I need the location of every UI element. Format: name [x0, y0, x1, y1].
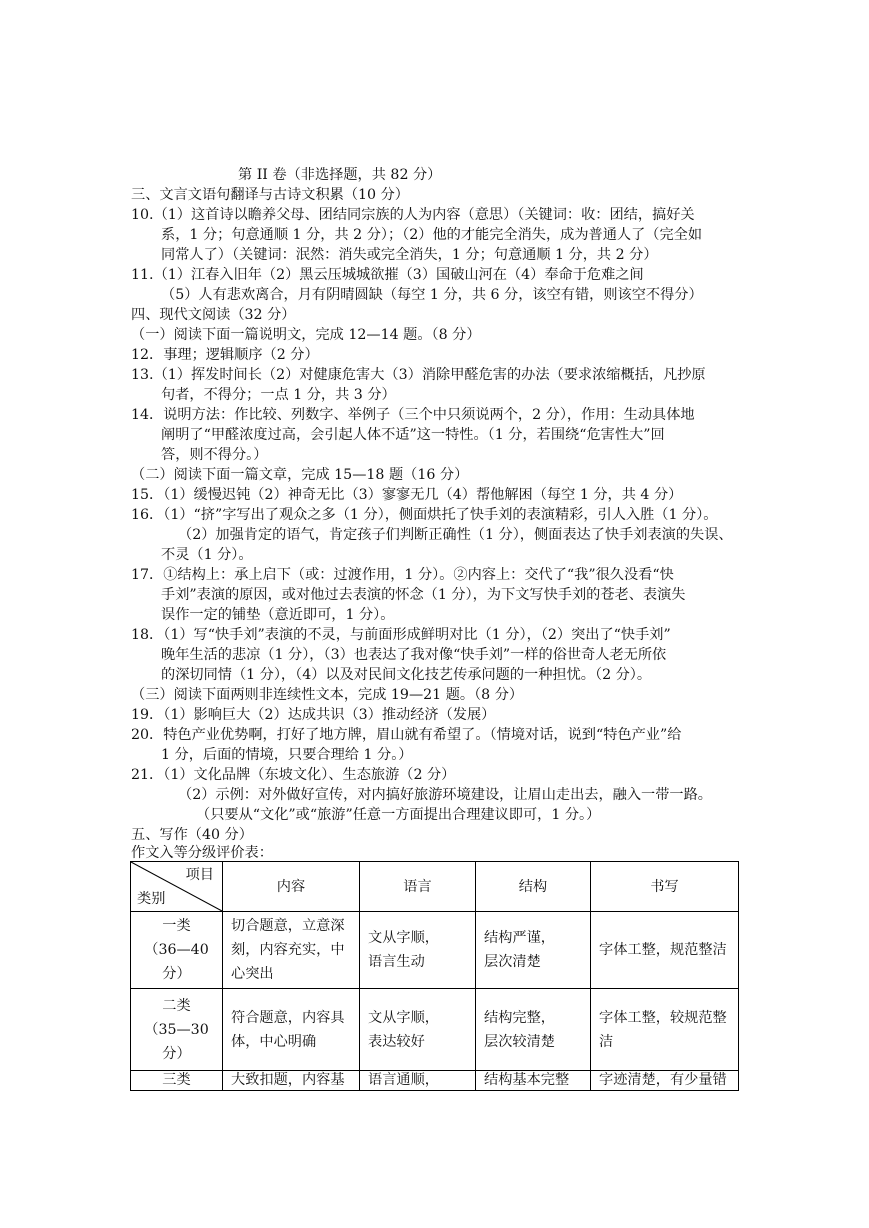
answer-10-line-1: 10.（1）这首诗以瞻养父母、团结同宗族的人为内容（意思）（关键词：收：团结，搞好关: [131, 207, 695, 223]
table-corner-cell: [131, 862, 223, 912]
answer-13-line-2: 句者，不得分；一点 1 分，共 3 分）: [161, 387, 396, 403]
answer-14-line-2: 阐明了“甲醛浓度过高，会引起人体不适”这一特性。（1 分，若围绕“危害性大”回: [161, 427, 665, 443]
category-range: （36—40: [144, 942, 209, 958]
category-cell: [131, 989, 223, 1071]
header-content: 内容: [223, 862, 360, 912]
answer-11-line-1: 11.（1）江春入旧年（2）黑云压城城欲摧（3）国破山河在（4）奉命于危难之间: [131, 267, 644, 283]
answer-21-line-1: 21．（1）文化品牌（东坡文化）、生态旅游（2 分）: [131, 767, 456, 783]
language-cell: [360, 912, 476, 989]
category-label: 一类: [162, 918, 191, 934]
cell-line: 切合题意，立意深: [231, 918, 345, 934]
category-cell: [131, 1071, 223, 1091]
header-writing: 书写: [591, 862, 739, 912]
category-unit: 分）: [162, 966, 191, 982]
cell-line: 符合题意，内容具: [231, 1009, 345, 1026]
answer-20-line-2: 1 分，后面的情境，只要合理给 1 分。）: [161, 747, 413, 763]
answer-21-line-2: （2）示例：对外做好宣传，对内搞好旅游环境建设，让眉山走出去，融入一带一路。: [178, 787, 712, 803]
content-cell: [223, 1071, 360, 1091]
subheading-part-2: （二）阅读下面一篇文章，完成 15—18 题（16 分）: [131, 467, 469, 483]
grading-table: [130, 861, 739, 1091]
answer-16-line-3: 不灵（1 分）。: [161, 547, 253, 563]
cell-line: 字迹清楚，有少量错: [599, 1072, 727, 1088]
writing-cell: [591, 912, 739, 989]
answer-10-line-3: 同常人了）（关键词：泯然：消失或完全消失，1 分；句意通顺 1 分，共 2 分）: [161, 247, 658, 263]
table-caption: 作文入等分级评价表：: [131, 845, 273, 861]
category-label: 三类: [162, 1072, 191, 1088]
heading-section-4: 四、现代文阅读（32 分）: [131, 307, 296, 323]
structure-cell: [476, 989, 591, 1071]
structure-cell: [476, 912, 591, 989]
answer-12: 12．事理；逻辑顺序（2 分）: [131, 347, 319, 363]
answer-14-line-1: 14．说明方法：作比较、列数字、举例子（三个中只须说两个，2 分），作用：生动具体地: [131, 407, 695, 423]
cell-line: 表达较好: [368, 1033, 425, 1050]
table-row: [131, 912, 739, 989]
cell-line: 层次清楚: [484, 954, 541, 970]
category-label: 二类: [162, 997, 191, 1014]
content-cell: [223, 989, 360, 1071]
category-range: （35—30: [144, 1021, 209, 1038]
cell-line: 刻，内容充实，中: [231, 942, 345, 958]
answer-18-line-1: 18．（1）写“快手刘”表演的不灵，与前面形成鲜明对比（1 分），（2）突出了“快手刘”: [131, 627, 671, 643]
answer-11-line-2: （5）人有悲欢离合，月有阴晴圆缺（每空 1 分，共 6 分，该空有错，则该空不得分）: [161, 287, 703, 303]
answer-18-line-2: 晚年生活的悲凉（1 分），（3）也表达了我对像“快手刘”一样的俗世奇人老无所依: [161, 647, 667, 663]
table-row: [131, 1071, 739, 1091]
cell-line: 字体工整，规范整洁: [599, 942, 727, 958]
cell-line: 洁: [599, 1033, 614, 1050]
cell-line: 结构完整，: [484, 1009, 555, 1026]
heading-section-3: 三、文言文语句翻译与古诗文积累（10 分）: [131, 187, 409, 203]
cell-line: 结构基本完整: [484, 1072, 570, 1088]
answer-15: 15．（1）缓慢迟钝（2）神奇无比（3）寥寥无几（4）帮他解困（每空 1 分，共 4 分）: [131, 487, 683, 503]
answer-16-line-2: （2）加强肯定的语气，肯定孩子们判断正确性（1 分），侧面表达了快手刘表演的失误、: [178, 527, 733, 543]
structure-cell: [476, 1071, 591, 1091]
answer-14-line-3: 答，则不得分。）: [161, 447, 268, 463]
subheading-part-3: （三）阅读下面两则非连续性文本，完成 19—21 题。（8 分）: [131, 687, 524, 703]
answer-17-line-1: 17．①结构上：承上启下（或：过渡作用，1 分）。②内容上：交代了“我”很久没看“快: [131, 567, 674, 583]
table-header-row: [131, 862, 739, 912]
language-cell: [360, 1071, 476, 1091]
category-cell: [131, 912, 223, 989]
answer-18-line-3: 的深切同情（1 分），（4）以及对民间文化技艺传承问题的一种担忧。（2 分）。: [161, 667, 652, 683]
content-cell: [223, 912, 360, 989]
answer-21-line-3: （只要从“文化”或“旅游”任意一方面提出合理建议即可，1 分。）: [196, 807, 601, 823]
corner-label-category: 类别: [137, 891, 166, 907]
heading-section-5: 五、写作（40 分）: [131, 827, 253, 843]
answer-17-line-3: 误作一定的铺垫（意近即可，1 分）。: [161, 607, 395, 623]
category-unit: 分）: [162, 1045, 191, 1062]
writing-cell: [591, 1071, 739, 1091]
corner-label-item: 项目: [185, 867, 214, 883]
cell-line: 层次较清楚: [484, 1033, 555, 1050]
cell-line: 语言生动: [368, 954, 425, 970]
header-language: 语言: [360, 862, 476, 912]
cell-line: 字体工整，较规范整: [599, 1009, 727, 1026]
cell-line: 文从字顺，: [368, 1009, 439, 1026]
table-row: [131, 989, 739, 1071]
answer-13-line-1: 13.（1）挥发时间长（2）对健康危害大（3）消除甲醛危害的办法（要求浓缩概括，凡抄原: [131, 367, 706, 383]
subheading-part-1: （一）阅读下面一篇说明文，完成 12—14 题。（8 分）: [131, 327, 481, 343]
writing-cell: [591, 989, 739, 1071]
language-cell: [360, 989, 476, 1071]
answer-10-line-2: 系，1 分；句意通顺 1 分，共 2 分）；（2）他的才能完全消失，成为普通人了（完全如: [161, 227, 703, 243]
cell-line: 文从字顺，: [368, 930, 439, 946]
cell-line: 大致扣题，内容基: [231, 1072, 345, 1088]
header-structure: 结构: [476, 862, 591, 912]
cell-line: 心突出: [231, 966, 274, 982]
section-title: 第 II 卷（非选择题，共 82 分）: [238, 167, 442, 183]
cell-line: 语言通顺，: [368, 1072, 439, 1088]
answer-20-line-1: 20．特色产业优势啊，打好了地方牌，眉山就有希望了。（情境对话，说到“特色产业”给: [131, 727, 682, 743]
answer-17-line-2: 手刘”表演的原因，或对他过去表演的怀念（1 分），为下文写快手刘的苍老、表演失: [161, 587, 686, 603]
answer-16-line-1: 16．（1）“挤”字写出了观众之多（1 分），侧面烘托了快手刘的表演精彩，引人入胜（1 分）。: [131, 507, 718, 523]
cell-line: 结构严谨，: [484, 930, 555, 946]
answer-19: 19．（1）影响巨大（2）达成共识（3）推动经济（发展）: [131, 707, 496, 723]
cell-line: 体，中心明确: [231, 1033, 317, 1050]
